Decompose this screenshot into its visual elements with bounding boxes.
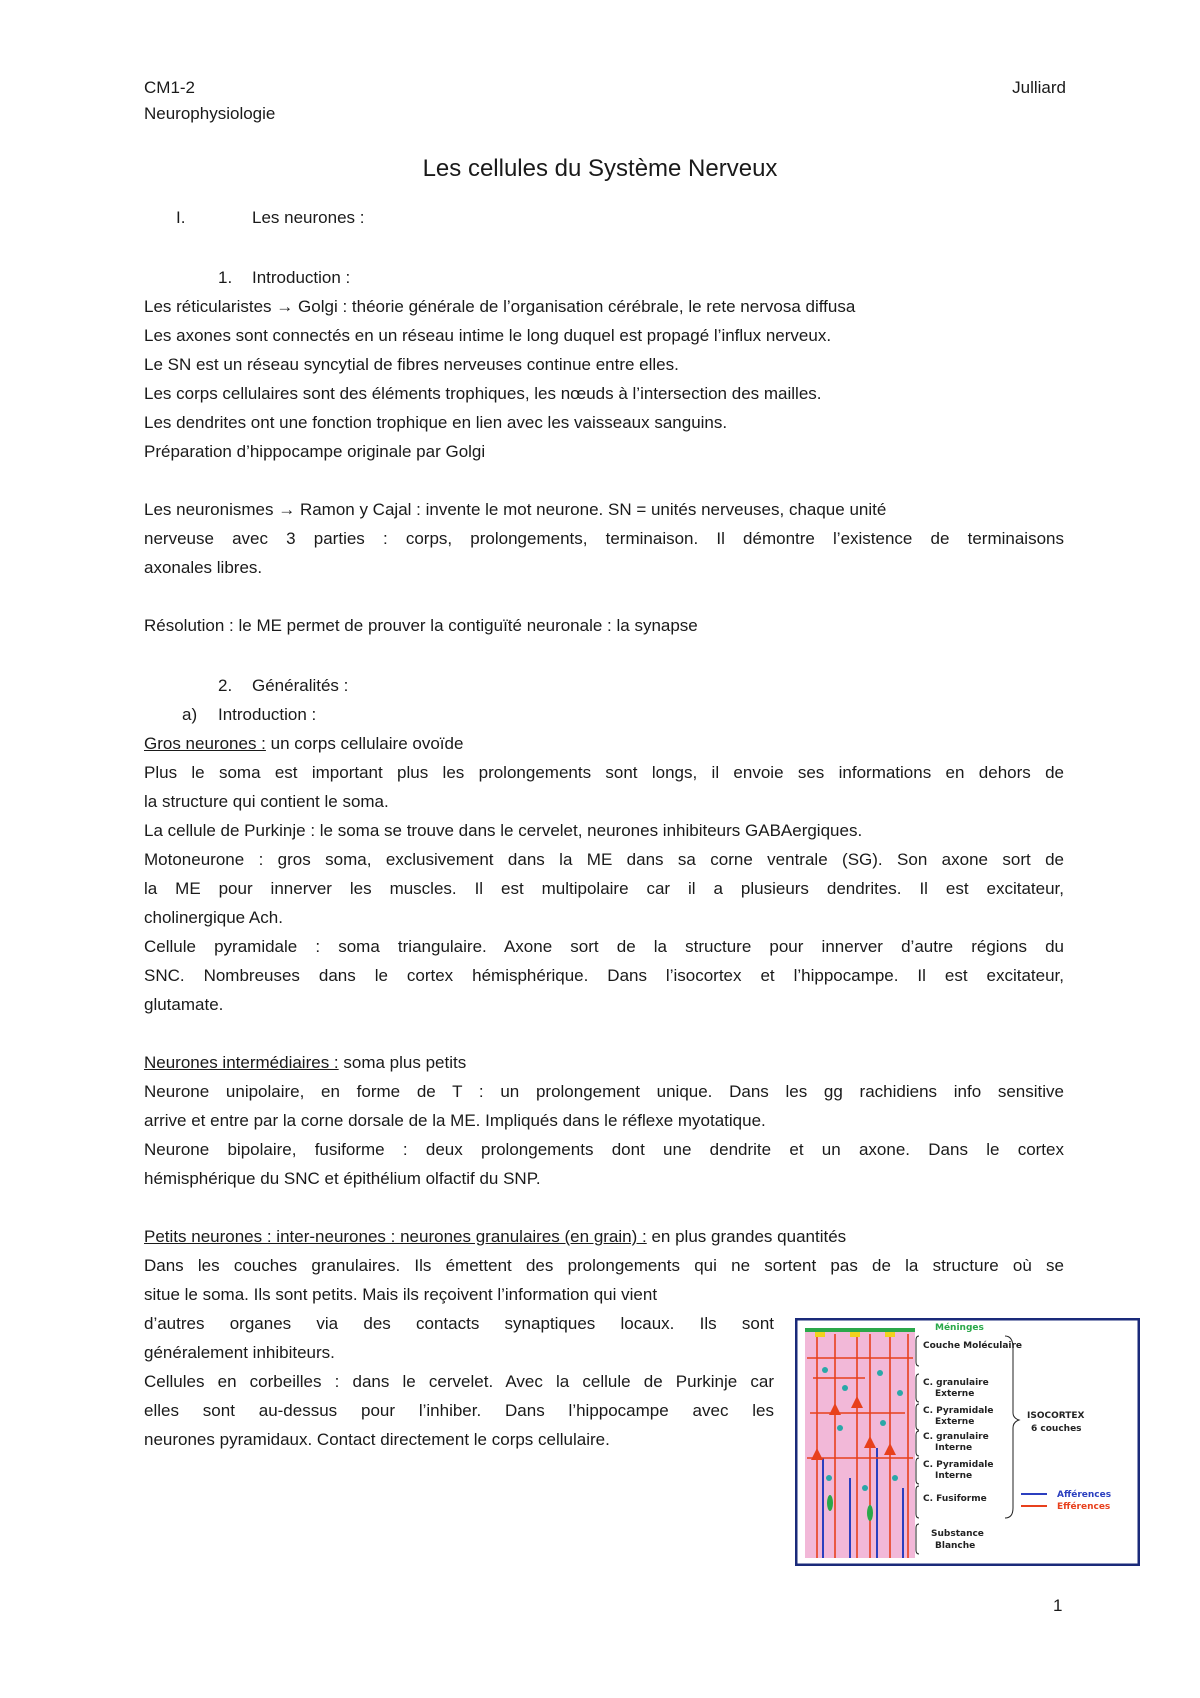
layer-label: C. Pyramidale (923, 1406, 994, 1416)
paragraph-line: Les axones sont connectés en un réseau intime le long duquel est propagé l’influx nerveux. (144, 326, 832, 345)
subsection-number: 1. (218, 268, 233, 287)
paragraph-line: nerveuse avec 3 parties : corps, prolongements, terminaison. Il démontre l’existence de terminaisons (144, 529, 1064, 548)
neurones-intermediaires-subtitle: soma plus petits (338, 1053, 467, 1072)
afferences-label: Afférences (1057, 1490, 1112, 1500)
subsection-number: 2. (218, 676, 233, 695)
paragraph-line: arrive et entre par la corne dorsale de la ME. Impliqués dans le réflexe myotatique. (144, 1111, 766, 1130)
meninges-label: Méninges (935, 1323, 984, 1333)
efferences-label: Efférences (1057, 1502, 1111, 1512)
header-course-code: CM1-2 (144, 78, 196, 97)
petits-neurones-heading (144, 1227, 846, 1247)
isocortex-label: ISOCORTEX (1027, 1411, 1085, 1421)
paragraph-line: elles sont au-dessus pour l’inhiber. Dans l’hippocampe avec les (144, 1401, 774, 1420)
paragraph-line: Dans les couches granulaires. Ils émettent des prolongements qui ne sortent pas de la structure où se (144, 1256, 1064, 1275)
subsubsection-heading: Introduction : (218, 705, 317, 724)
paragraph-line: cholinergique Ach. (144, 908, 283, 927)
paragraph-line: hémisphérique du SNC et épithélium olfactif du SNP. (144, 1169, 541, 1188)
neurones-intermediaires-heading (144, 1053, 466, 1073)
reticularistes-text: Golgi : théorie générale de l’organisation cérébrale, le rete nervosa diffusa (298, 297, 856, 316)
neuronismes-text: Ramon y Cajal : invente le mot neurone. SN = unités nerveuses, chaque unité (299, 500, 887, 519)
paragraph-line: Plus le soma est important plus les prolongements sont longs, il envoie ses informations en dehors de (144, 763, 1064, 782)
petits-neurones-title: Petits neurones : inter-neurones : neurones granulaires (en grain) : (144, 1227, 647, 1246)
paragraph-line: Les dendrites ont une fonction trophique en lien avec les vaisseaux sanguins. (144, 413, 728, 432)
paragraph-line: Préparation d’hippocampe originale par Golgi (144, 442, 486, 461)
paragraph-line: SNC. Nombreuses dans le cortex hémisphérique. Dans l’isocortex et l’hippocampe. Il est excitateur, (144, 966, 1064, 985)
cortex-section (805, 1330, 915, 1558)
paragraph-line: axonales libres. (144, 558, 263, 577)
paragraph-line: Neurone bipolaire, fusiforme : deux prolongements dont une dendrite et un axone. Dans le cortex (144, 1140, 1064, 1159)
layer-label: C. granulaire (923, 1378, 989, 1388)
layer-label: Blanche (935, 1541, 976, 1551)
header-subject: Neurophysiologie (144, 104, 276, 123)
reticularistes-label: Les réticularistes (144, 297, 272, 316)
page-title: Les cellules du Système Nerveux (422, 155, 778, 182)
paragraph-line: la structure qui contient le soma. (144, 792, 389, 811)
layer-label: Substance (931, 1529, 984, 1539)
paragraph-line: glutamate. (144, 995, 224, 1014)
gros-neurones-title: Gros neurones : (144, 734, 266, 753)
paragraph-line: la ME pour innerver les muscles. Il est multipolaire car il a plusieurs dendrites. Il est excitateur, (144, 879, 1064, 898)
meninges-band (805, 1328, 915, 1332)
subsection-heading: Introduction : (252, 268, 351, 287)
subsection-heading: Généralités : (252, 676, 349, 695)
layer-label: C. Fusiforme (923, 1494, 987, 1504)
petits-neurones-subtitle: en plus grandes quantités (646, 1227, 847, 1246)
header-author: Julliard (1012, 78, 1066, 97)
layer-label: Interne (935, 1443, 973, 1453)
couches-label: 6 couches (1031, 1424, 1082, 1434)
layer-label: C. granulaire (923, 1432, 989, 1442)
page-number: 1 (1053, 1596, 1063, 1615)
paragraph-line: Neurone unipolaire, en forme de T : un prolongement unique. Dans les gg rachidiens info sensitive (144, 1082, 1064, 1101)
neuronismes-line (144, 500, 1064, 520)
gros-neurones-subtitle: un corps cellulaire ovoïde (265, 734, 464, 753)
paragraph-line: Résolution : le ME permet de prouver la contiguïté neuronale : la synapse (144, 616, 698, 635)
section-number: I. (176, 208, 186, 227)
paragraph-line: La cellule de Purkinje : le soma se trouve dans le cervelet, neurones inhibiteurs GABAergiques. (144, 821, 863, 840)
layer-label: Couche Moléculaire (923, 1341, 1023, 1351)
neurones-intermediaires-title: Neurones intermédiaires : (144, 1053, 339, 1072)
arrow-right-icon: → (278, 500, 296, 519)
paragraph-line: situe le soma. Ils sont petits. Mais ils reçoivent l’information qui vient (144, 1285, 658, 1304)
paragraph-line: neurones pyramidaux. Contact directement le corps cellulaire. (144, 1430, 610, 1449)
layer-label: Interne (935, 1471, 973, 1481)
arrow-right-icon: → (276, 297, 294, 316)
isocortex-diagram (795, 1318, 1140, 1566)
neuronismes-label: Les neuronismes (144, 500, 274, 519)
paragraph-line: Les corps cellulaires sont des éléments trophiques, les nœuds à l’intersection des mailles. (144, 384, 822, 403)
paragraph-line: Motoneurone : gros soma, exclusivement dans la ME dans sa corne ventrale (SG). Son axone sort de (144, 850, 1064, 869)
subsubsection-number: a) (182, 705, 198, 724)
paragraph-line: Cellule pyramidale : soma triangulaire. Axone sort de la structure pour innerver d’autre régions du (144, 937, 1064, 956)
paragraph-line: Cellules en corbeilles : dans le cervelet. Avec la cellule de Purkinje car (144, 1372, 774, 1391)
gros-neurones-heading (144, 734, 463, 754)
layer-label: Externe (935, 1417, 975, 1427)
layer-label: Externe (935, 1389, 975, 1399)
paragraph-line: généralement inhibiteurs. (144, 1343, 335, 1362)
section-heading: Les neurones : (252, 208, 365, 227)
paragraph-line: d’autres organes via des contacts synaptiques locaux. Ils sont (144, 1314, 774, 1333)
reticularistes-line (144, 297, 855, 317)
layer-label: C. Pyramidale (923, 1460, 994, 1470)
paragraph-line: Le SN est un réseau syncytial de fibres nerveuses continue entre elles. (144, 355, 679, 374)
